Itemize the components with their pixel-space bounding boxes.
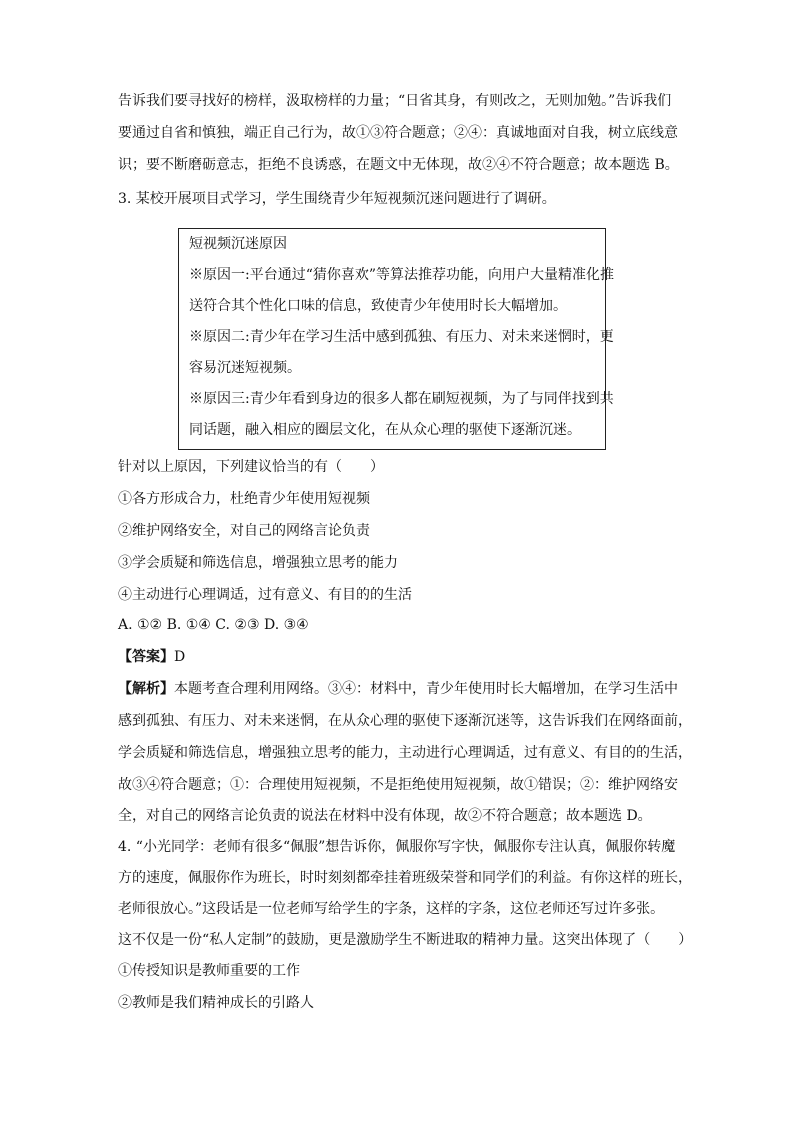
option-item: ③学会质疑和筛选信息，增强独立思考的能力: [118, 555, 398, 571]
analysis-label: 【解析】: [118, 681, 174, 697]
answer-label: 【答案】: [118, 649, 174, 665]
question-4-line: 4. “小光同学：老师有很多“佩服”想告诉你，佩服你写字快，佩服你专注认真，佩服你转魔: [118, 839, 676, 855]
reasons-box-line: ※原因一:平台通过“猜你喜欢”等算法推荐功能，向用户大量精准化推: [189, 267, 615, 283]
paragraph-line: 告诉我们要寻找好的榜样，汲取榜样的力量；“日省其身，有则改之，无则加勉。”告诉我们: [118, 93, 672, 109]
reasons-box-line: 同话题，融入相应的圈层文化，在从众心理的驱使下逐渐沉迷。: [189, 422, 581, 438]
answer-line: [118, 648, 185, 666]
reasons-box: [178, 228, 615, 450]
question-4-line: 老师很放心。”这段话是一位老师写给学生的字条，这样的字条，这位老师还写过许多张。: [118, 901, 665, 917]
analysis-line: [118, 680, 678, 698]
reasons-box-title: 短视频沉迷原因: [189, 236, 287, 252]
reasons-box-line: 容易沉迷短视频。: [189, 360, 301, 376]
analysis-line: 故③④符合题意；①：合理使用短视频，不是拒绝使用短视频，故①错误；②：维护网络安: [118, 777, 678, 793]
question-4-line: 这不仅是一份“私人定制”的鼓励，更是激励学生不断进取的精神力量。这突出体现了（ ）: [118, 932, 693, 948]
analysis-text: 本题考查合理利用网络。③④：材料中，青少年使用时长大幅增加，在学习生活中: [174, 681, 678, 697]
answer-value: D: [174, 649, 186, 665]
question-3-stem: 3. 某校开展项目式学习，学生围绕青少年短视频沉迷问题进行了调研。: [118, 191, 556, 207]
reasons-box-line: ※原因三:青少年看到身边的很多人都在刷短视频，为了与同伴找到共: [189, 391, 614, 407]
reasons-box-line: ※原因二:青少年在学习生活中感到孤独、有压力、对未来迷惘时，更: [189, 329, 614, 345]
paragraph-line: 识；要不断磨砺意志，拒绝不良诱惑，在题文中无体现，故②④不符合题意；故本题选 B。: [118, 157, 679, 173]
option-item: ①传授知识是教师重要的工作: [118, 963, 300, 979]
answer-choices: A. ①② B. ①④ C. ②③ D. ③④: [118, 617, 309, 633]
analysis-line: 感到孤独、有压力、对未来迷惘，在从众心理的驱使下逐渐沉迷等，这告诉我们在网络面前，: [118, 713, 692, 729]
option-item: ①各方形成合力，杜绝青少年使用短视频: [118, 491, 370, 507]
reasons-box-line: 送符合其个性化口味的信息，致使青少年使用时长大幅增加。: [189, 298, 567, 314]
question-3-prompt: 针对以上原因，下列建议恰当的有（ ）: [118, 459, 384, 475]
option-item: ②维护网络安全，对自己的网络言论负责: [118, 523, 370, 539]
paragraph-line: 要通过自省和慎独，端正自己行为，故①③符合题意；②④：真诚地面对自我，树立底线意: [118, 125, 678, 141]
option-item: ②教师是我们精神成长的引路人: [118, 995, 314, 1011]
analysis-line: 全，对自己的网络言论负责的说法在材料中没有体现，故②不符合题意；故本题选 D。: [118, 808, 652, 824]
option-item: ④主动进行心理调适，过有意义、有目的的生活: [118, 587, 412, 603]
analysis-line: 学会质疑和筛选信息，增强独立思考的能力，主动进行心理调适，过有意义、有目的的生活，: [118, 745, 692, 761]
question-4-line: 方的速度，佩服你作为班长，时时刻刻都牵挂着班级荣誉和同学们的利益。有你这样的班长，: [118, 870, 692, 886]
